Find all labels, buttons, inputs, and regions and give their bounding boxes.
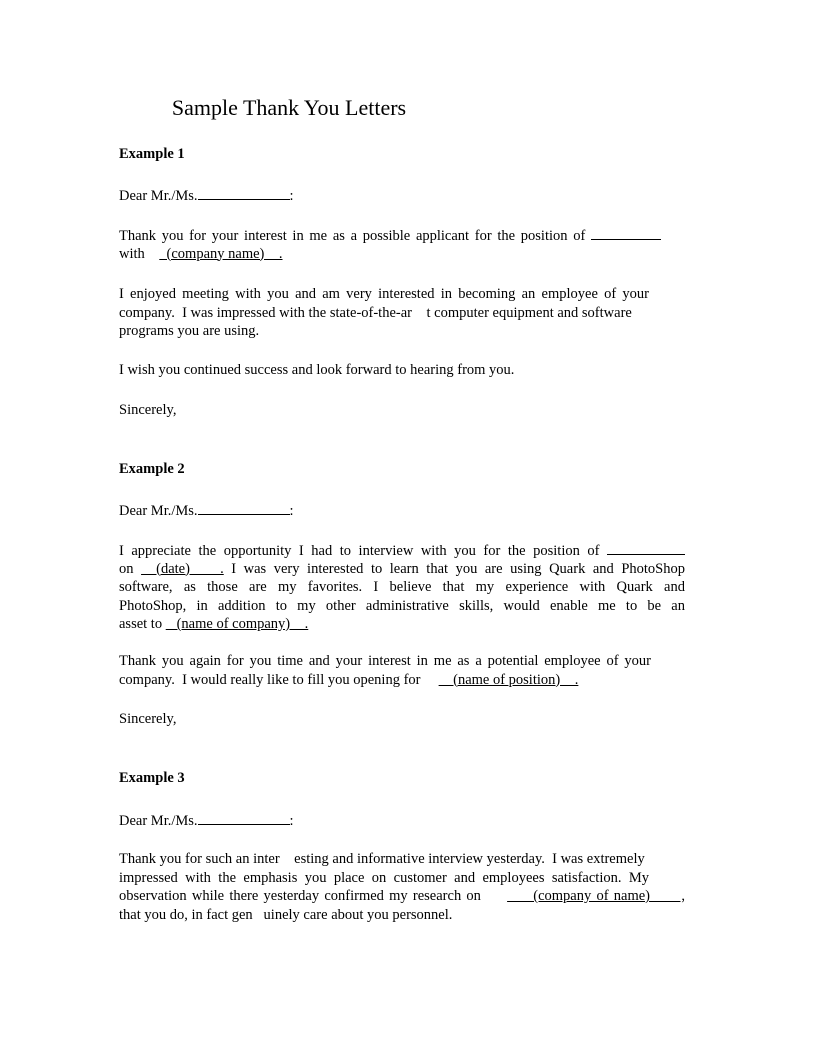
example-1-paragraph-1: Thank you for your interest in me as a possible applicant for the position of with (company name) . bbox=[119, 226, 685, 263]
example-2-heading: Example 2 bbox=[119, 461, 185, 477]
example-3-salutation: Dear Mr./Ms. : bbox=[119, 813, 294, 829]
example-2-closing: Sincerely, bbox=[119, 711, 177, 727]
example-3-heading: Example 3 bbox=[119, 770, 185, 786]
example-2-paragraph-1: I appreciate the opportunity I had to interview with you for the position of on (date) . I was very interested to learn that you are using Quark and PhotoShop software, as those are my favorites. I believe that my experience with Quark and PhotoShop, in addition to my other administrative skills, would enable me to be an asset to (name of company) . bbox=[119, 543, 685, 632]
example-3-paragraph-1: Thank you for such an inter esting and informative interview yesterday. I was extremely impressed with the emphasis you place on customer and employees satisfaction. My observation while there yesterday confirmed my research on (company of name) , that you do, in fact gen uinely care about you personnel. bbox=[119, 851, 686, 923]
example-1-heading: Example 1 bbox=[119, 146, 185, 162]
example-1-paragraph-3: I wish you continued success and look forward to hearing from you. bbox=[119, 362, 515, 378]
example-2-salutation: Dear Mr./Ms. : bbox=[119, 503, 294, 519]
example-1-closing: Sincerely, bbox=[119, 402, 177, 418]
example-2-paragraph-2: Thank you again for you time and your interest in me as a potential employee of your company. I would really like to fill you opening for (name of position) . bbox=[119, 653, 651, 688]
example-1-salutation: Dear Mr./Ms. : bbox=[119, 188, 294, 204]
page-title: Sample Thank You Letters bbox=[171, 95, 407, 120]
example-1-paragraph-2: I enjoyed meeting with you and am very interested in becoming an employee of your company. I was impressed with the state-of-the-ar t computer equipment and software programs you are using. bbox=[119, 286, 649, 339]
